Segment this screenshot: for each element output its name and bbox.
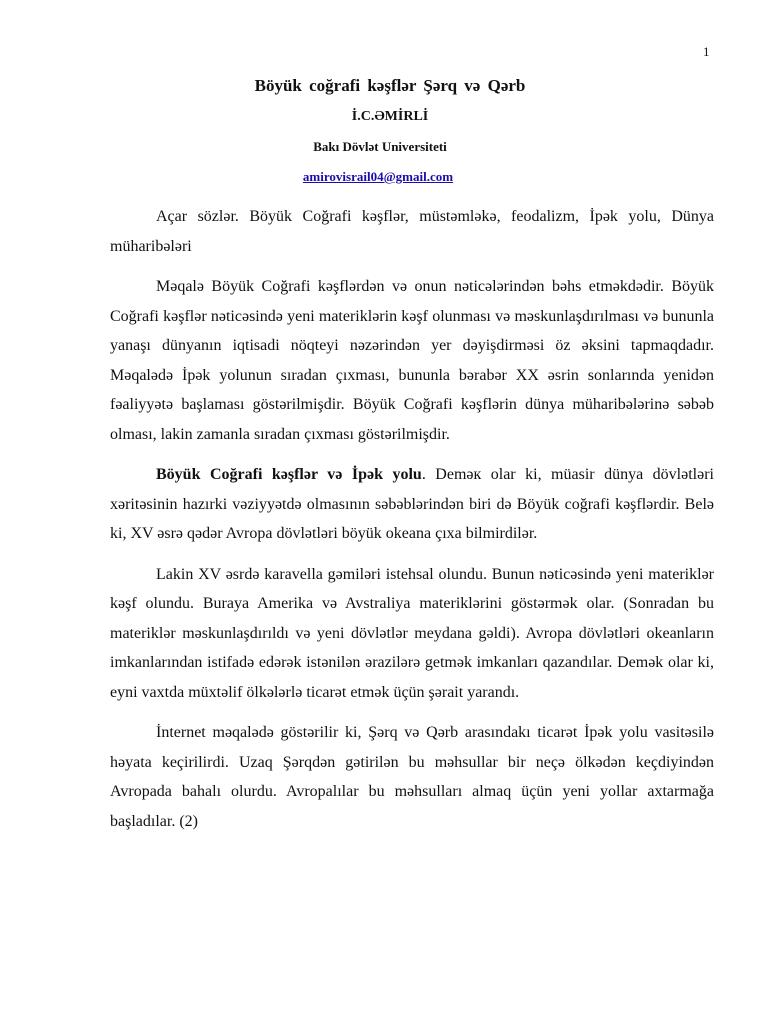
author-affiliation: Bakı Dövlət Universiteti <box>313 139 447 154</box>
section-text: . Deməк olar ki, müasir dünya dövlətləri xəritəsinin hazırki vəziyyətdə olmasının səbəblərindən biri də Böyük coğrafi kəşflərdir. Belə ki, XV əsrə qədər Avropa dövlətləri böyük okeana çıxa bilmirdilər. <box>110 466 714 542</box>
abstract-paragraph: Məqalə Böyük Coğrafi kəşflərdən və onun nəticələrindən bəhs etməkdədir. Böyük Coğrafi kəşflər nəticəsində yeni materiklərin kəşf olunması və məskunlaşdırılması və bununla yanaşı dünyanın iqtisadi nöqteyi nəzərindən yer dəyişdirməsi öz əksini tapmaqdadır. Məqalədə İpək yolunun sıradan çıxması, bununla bərabər XX əsrin sonlarında yenidən fəaliyyətə başlaması göstərilmişdir. Böyük Coğrafi kəşflərin dünya müharibələrinə səbəb olması, lakin zamanla sıradan çıxması göstərilmişdir. <box>110 278 714 443</box>
author-name: İ.C.ƏMİRLİ <box>351 109 429 124</box>
section-heading: Böyük Coğrafi kəşflər və İpək yolu <box>156 466 422 483</box>
paper-title: Böyük coğrafi kəşflər Şərq və Qərb <box>254 76 526 95</box>
section-paragraph <box>110 460 714 549</box>
body-paragraph: Lakin XV əsrdə karavella gəmiləri istehsal olundu. Bunun nəticəsində yeni materiklər kəşf olundu. Buraya Amerika və Avstraliya materiklərini göstərmək olar. (Sonradan bu materiklər məskunlaşdırıldı və yeni dövlətlər meydana gəldi). Avropa dövlətləri okeanların imkanlarından istifadə edərək istənilən ərazilərə getmək imkanları qazandılar. Demək olar ki, eyni vaxtda müxtəlif ölkələrlə ticarət etmək üçün şərait yarandı. <box>110 565 714 701</box>
body-paragraph: İnternet məqalədə göstərilir ki, Şərq və Qərb arasındakı ticarət İpək yolu vasitəsilə həyata keçirilirdi. Uzaq Şərqdən gətirilən bu məhsullar bir neçə ölkədən keçdiyindən Avropada bahalı olurdu. Avropalılar bu məhsulları almaq üçün yeni yollar axtarmağa başladılar. (2) <box>110 724 714 830</box>
keywords-paragraph: Açar sözlər. Böyük Coğrafi kəşflər, müstəmləkə, feodalizm, İpək yolu, Dünya müharibələri <box>110 208 714 255</box>
paper-body <box>110 202 714 847</box>
page-number: 1 <box>703 44 710 59</box>
author-email-link[interactable]: amirovisrail04@gmail.com <box>302 169 454 184</box>
